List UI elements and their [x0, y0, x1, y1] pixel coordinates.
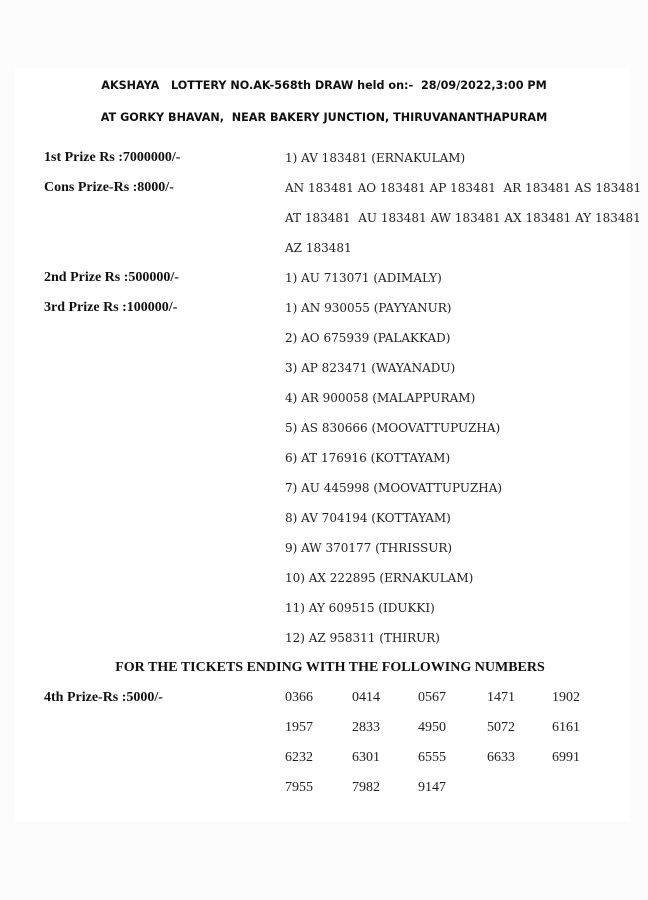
- third-prize-winner: 8) AV 704194 (KOTTAYAM): [285, 511, 451, 525]
- third-prize-winner: 3) AP 823471 (WAYANADU): [285, 361, 456, 375]
- first-prize-winner: 1) AV 183481 (ERNAKULAM): [285, 151, 466, 165]
- fourth-prize-number: 2833: [352, 720, 380, 735]
- first-prize-label: 1st Prize Rs :7000000/-: [44, 150, 181, 165]
- third-prize-winner: 11) AY 609515 (IDUKKI): [285, 601, 435, 615]
- draw-venue: AT GORKY BHAVAN, NEAR BAKERY JUNCTION, THIRUVANANTHAPURAM: [100, 111, 548, 124]
- consolation-line: AT 183481 AU 183481 AW 183481 AX 183481 AY 183481: [285, 211, 641, 225]
- third-prize-winner: 5) AS 830666 (MOOVATTUPUZHA): [285, 421, 501, 435]
- fourth-prize-number: 6232: [285, 750, 313, 765]
- fourth-prize-number: 7955: [285, 780, 313, 795]
- third-prize-winner: 4) AR 900058 (MALAPPURAM): [285, 391, 476, 405]
- fourth-prize-number: 4950: [418, 720, 446, 735]
- consolation-prize-label: Cons Prize-Rs :8000/-: [44, 180, 174, 195]
- fourth-prize-number: 6555: [418, 750, 446, 765]
- fourth-prize-number: 7982: [352, 780, 380, 795]
- third-prize-winner: 6) AT 176916 (KOTTAYAM): [285, 451, 451, 465]
- draw-title: AKSHAYA LOTTERY NO.AK-568th DRAW held on:- 28/09/2022,3:00 PM: [101, 79, 547, 92]
- ending-numbers-heading: FOR THE TICKETS ENDING WITH THE FOLLOWING NUMBERS: [115, 660, 545, 675]
- second-prize-label: 2nd Prize Rs :500000/-: [44, 270, 179, 285]
- third-prize-winner: 2) AO 675939 (PALAKKAD): [285, 331, 451, 345]
- fourth-prize-number: 9147: [418, 780, 446, 795]
- third-prize-winner: 10) AX 222895 (ERNAKULAM): [285, 571, 474, 585]
- fourth-prize-number: 1957: [285, 720, 313, 735]
- fourth-prize-number: 1902: [552, 690, 580, 705]
- second-prize-winner: 1) AU 713071 (ADIMALY): [285, 271, 442, 285]
- consolation-line: AZ 183481: [285, 241, 352, 255]
- third-prize-winner: 12) AZ 958311 (THIRUR): [285, 631, 440, 645]
- fourth-prize-number: 6633: [487, 750, 515, 765]
- fourth-prize-number: 0366: [285, 690, 313, 705]
- fourth-prize-number: 6161: [552, 720, 580, 735]
- consolation-line: AN 183481 AO 183481 AP 183481 AR 183481 AS 183481: [285, 181, 642, 195]
- third-prize-winner: 9) AW 370177 (THRISSUR): [285, 541, 453, 555]
- third-prize-label: 3rd Prize Rs :100000/-: [44, 300, 178, 315]
- fourth-prize-number: 0567: [418, 690, 446, 705]
- fourth-prize-number: 5072: [487, 720, 515, 735]
- fourth-prize-number: 1471: [487, 690, 515, 705]
- third-prize-winner: 1) AN 930055 (PAYYANUR): [285, 301, 452, 315]
- fourth-prize-number: 6991: [552, 750, 580, 765]
- fourth-prize-number: 6301: [352, 750, 380, 765]
- third-prize-winner: 7) AU 445998 (MOOVATTUPUZHA): [285, 481, 503, 495]
- fourth-prize-number: 0414: [352, 690, 380, 705]
- fourth-prize-label: 4th Prize-Rs :5000/-: [44, 690, 163, 705]
